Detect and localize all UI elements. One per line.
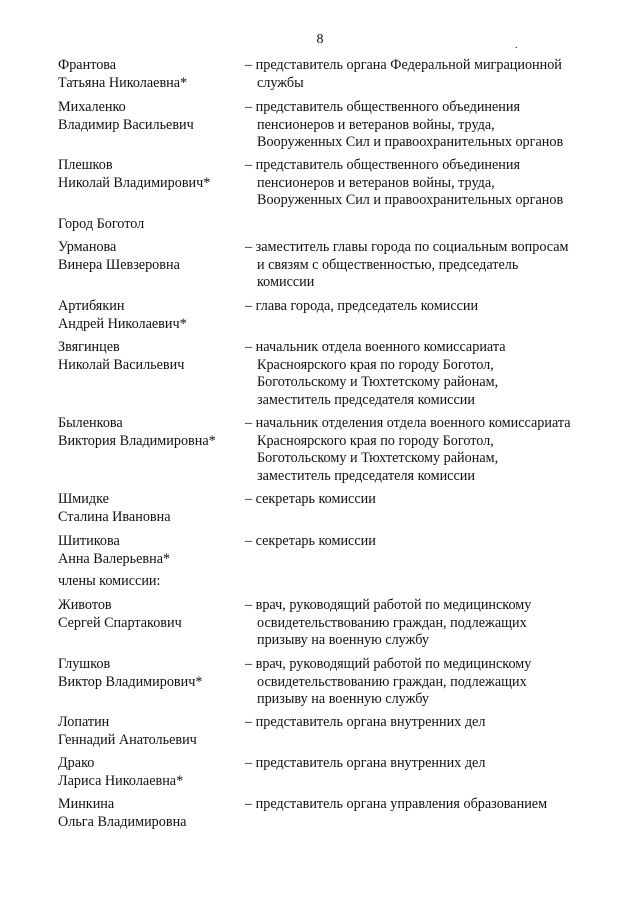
member-role [245,239,605,292]
role-line: – начальник отделения отдела военного комиссариата [245,415,571,431]
member-role [245,157,605,210]
member-surname: Артибякин [58,298,125,314]
role-line: заместитель председателя комиссии [257,391,475,408]
member-surname: Минкина [58,796,115,812]
role-line: – представитель общественного объединения [245,99,521,115]
member-role [245,415,605,485]
member-given-names: Анна Валерьевна* [58,550,171,567]
member-role [245,491,605,509]
member-surname: Шитикова [58,533,120,549]
member-given-names: Лариса Николаевна* [58,772,184,789]
member-given-names: Сталина Ивановна [58,508,171,525]
member-name [58,239,238,274]
role-line: Боготольскому и Тюхтетскому районам, [257,374,499,390]
role-line: – начальник отдела военного комиссариата [245,339,506,355]
member-name [58,755,238,790]
role-line: – представитель органа Федеральной миграционной [245,57,562,73]
member-name [58,339,238,374]
member-surname: Шмидке [58,491,109,507]
role-line: призыву на военную службу [257,632,429,648]
member-name [58,491,238,526]
member-given-names: Винера Шевзеровна [58,256,180,273]
members-heading: члены комиссии: [58,573,161,589]
role-line: – представитель органа внутренних дел [245,755,486,771]
member-name [58,57,238,92]
role-line: Вооруженных Сил и правоохранительных органов [257,134,564,150]
role-line: Красноярского края по городу Боготол, [257,356,494,373]
role-line: Красноярского края по городу Боготол, [257,432,494,449]
role-line: – заместитель главы города по социальным вопросам [245,239,569,255]
role-line: заместитель председателя комиссии [257,467,475,484]
role-line: – врач, руководящий работой по медицинскому [245,597,532,613]
member-surname: Лопатин [58,714,110,730]
member-role [245,597,605,650]
role-line: – врач, руководящий работой по медицинскому [245,656,532,672]
member-name [58,99,238,134]
role-line: пенсионеров и ветеранов войны, труда, [257,116,495,133]
member-name [58,298,238,333]
page-number: 8 [316,32,324,47]
role-line: – представитель органа управления образованием [245,796,548,812]
member-name [58,796,238,831]
member-name [58,533,238,568]
role-line: – представитель органа внутренних дел [245,714,486,730]
member-role [245,99,605,152]
member-surname: Звягинцев [58,339,120,355]
member-given-names: Владимир Васильевич [58,116,194,133]
member-role [245,755,605,773]
role-line: пенсионеров и ветеранов войны, труда, [257,174,495,191]
role-line: освидетельствованию граждан, подлежащих [257,673,527,690]
member-given-names: Андрей Николаевич* [58,315,187,332]
member-surname: Плешков [58,157,113,173]
member-surname: Урманова [58,239,117,255]
member-given-names: Виктор Владимирович* [58,673,203,690]
member-given-names: Геннадий Анатольевич [58,731,197,748]
role-line: – глава города, председатель комиссии [245,298,479,314]
member-surname: Михаленко [58,99,126,115]
stray-mark: . [515,40,518,51]
role-line: – секретарь комиссии [245,533,376,549]
member-surname: Быленкова [58,415,123,431]
member-surname: Животов [58,597,112,613]
role-line: и связям с общественностью, председатель [257,256,519,273]
member-role [245,533,605,551]
role-line: службы [257,74,304,91]
member-name [58,597,238,632]
member-role [245,796,605,814]
role-line: комиссии [257,274,315,290]
city-heading: Город Боготол [58,216,145,232]
role-line: – секретарь комиссии [245,491,376,507]
member-given-names: Сергей Спартакович [58,614,182,631]
role-line: – представитель общественного объединения [245,157,521,173]
member-name [58,157,238,192]
member-surname: Франтова [58,57,117,73]
member-role [245,714,605,732]
member-name [58,656,238,691]
member-given-names: Николай Владимирович* [58,174,211,191]
member-role [245,339,605,409]
role-line: Боготольскому и Тюхтетскому районам, [257,450,499,466]
role-line: призыву на военную службу [257,691,429,707]
member-name [58,714,238,749]
role-line: освидетельствованию граждан, подлежащих [257,614,527,631]
member-role [245,57,605,92]
member-given-names: Николай Васильевич [58,356,185,373]
member-given-names: Татьяна Николаевна* [58,74,188,91]
member-role [245,298,605,316]
member-given-names: Ольга Владимировна [58,813,187,830]
member-name [58,415,238,450]
member-surname: Глушков [58,656,111,672]
member-surname: Драко [58,755,95,771]
member-role [245,656,605,709]
role-line: Вооруженных Сил и правоохранительных органов [257,192,564,208]
member-given-names: Виктория Владимировна* [58,432,216,449]
